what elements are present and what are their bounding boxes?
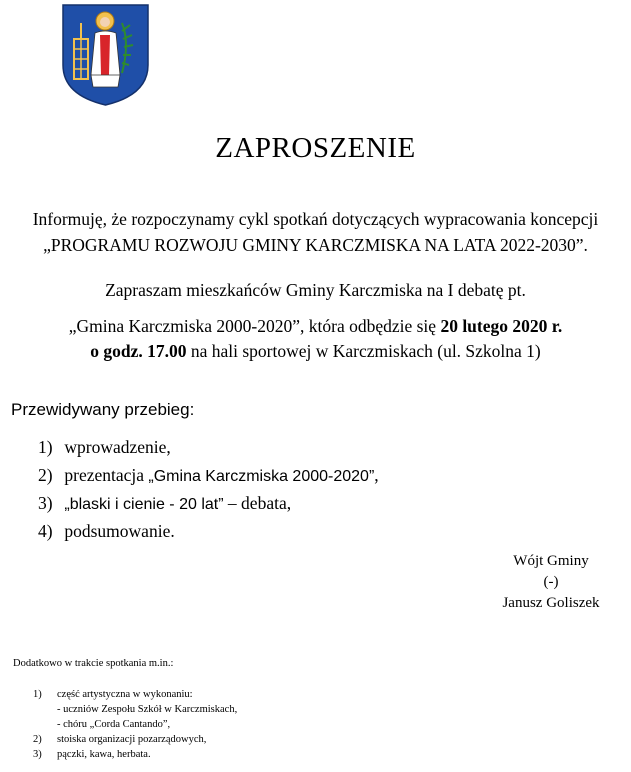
list-item-text: podsumowanie. <box>64 521 175 541</box>
list-item <box>38 436 379 464</box>
list-item <box>33 747 237 762</box>
signature-block <box>481 551 621 614</box>
agenda-list <box>38 436 379 548</box>
list-item-number: 2) <box>38 465 53 485</box>
list-item <box>38 492 379 520</box>
list-item-subtext: - chóru „Corda Cantando”, <box>57 719 171 730</box>
debate-date: 20 lutego 2020 r. <box>440 316 563 336</box>
debate-time: o godz. 17.00 <box>90 341 187 361</box>
invite-text: Zapraszam mieszkańców Gminy Karczmiska na I debatę pt. <box>105 280 526 300</box>
list-item <box>38 464 379 492</box>
list-item-number: 3) <box>38 493 53 513</box>
debate-line-2 <box>0 339 631 364</box>
agenda-heading: Przewidywany przebieg: <box>11 400 195 419</box>
coat-of-arms <box>60 3 151 107</box>
debate-line-1 <box>0 314 631 339</box>
list-item-text: pączki, kawa, herbata. <box>57 749 151 760</box>
debate-place: na hali sportowej w Karczmiskach (ul. Szkolna 1) <box>186 341 541 361</box>
list-item-suffix: – debata, <box>223 493 292 513</box>
list-item-suffix: , <box>374 465 379 485</box>
list-item <box>38 520 379 548</box>
signature-mark: (-) <box>543 574 559 590</box>
extras-heading: Dodatkowo w trakcie spotkania m.in.: <box>13 658 174 669</box>
page-title: ZAPROSZENIE <box>215 132 416 164</box>
list-item-text: wprowadzenie, <box>64 437 171 457</box>
intro-line-2: „PROGRAMU ROZWOJU GMINY KARCZMISKA NA LATA 2022-2030”. <box>43 235 588 255</box>
intro-line-1: Informuję, że rozpoczynamy cykl spotkań dotyczących wypracowania koncepcji <box>32 209 599 229</box>
list-item-subtext: - uczniów Zespołu Szkół w Karczmiskach, <box>57 704 238 715</box>
signature-role: Wójt Gminy <box>513 553 589 569</box>
list-item-number: 4) <box>38 521 53 541</box>
extras-list <box>33 687 237 762</box>
list-item-number: 1) <box>38 437 53 457</box>
list-item <box>33 687 237 732</box>
list-item-number: 1) <box>33 689 42 700</box>
list-item-text: część artystyczna w wykonaniu: <box>57 689 193 700</box>
list-item <box>33 732 237 747</box>
list-item-quote: „Gmina Karczmiska 2000-2020” <box>148 468 375 485</box>
list-item-text: prezentacja <box>64 465 149 485</box>
signature-name: Janusz Goliszek <box>502 595 600 611</box>
list-item-text: stoiska organizacji pozarządowych, <box>57 734 207 745</box>
list-item-number: 2) <box>33 734 42 745</box>
list-item-quote: „blaski i cienie - 20 lat” <box>64 496 224 513</box>
debate-title: „Gmina Karczmiska 2000-2020”, która odbędzie się <box>68 316 441 336</box>
list-item-number: 3) <box>33 749 42 760</box>
